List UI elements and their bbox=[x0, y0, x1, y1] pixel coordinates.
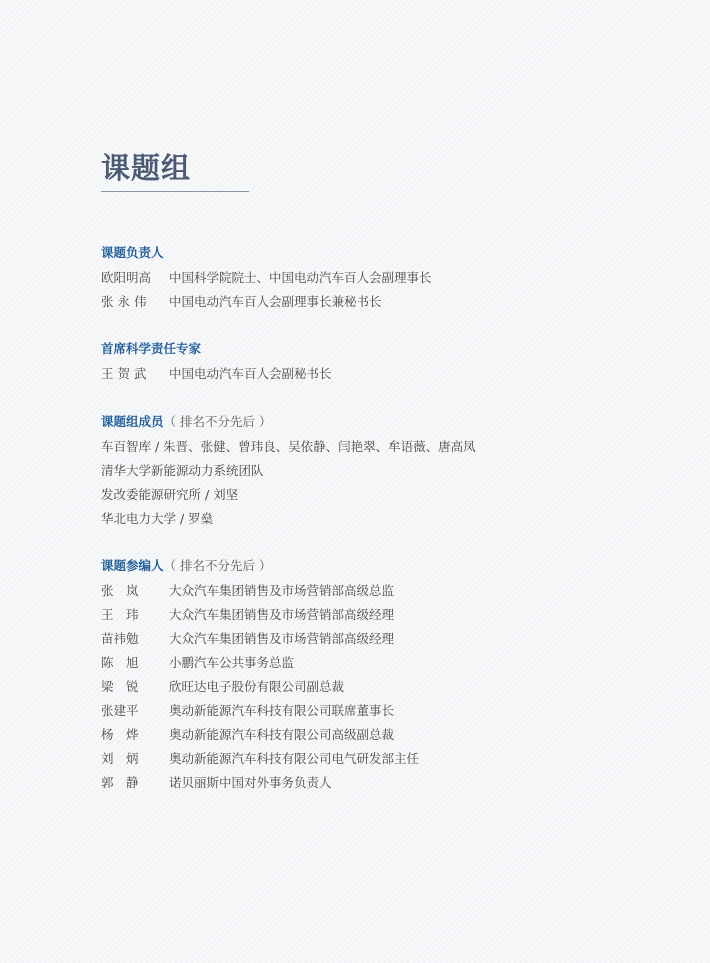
section-chief-expert bbox=[101, 338, 661, 386]
participant-row bbox=[101, 627, 661, 651]
participant-row bbox=[101, 675, 661, 699]
participant-name: 梁 锐 bbox=[101, 679, 139, 694]
team-line bbox=[101, 435, 661, 459]
participant-name: 张建平 bbox=[101, 703, 139, 718]
participant-role: 大众汽车集团销售及市场营销部高级经理 bbox=[169, 631, 395, 646]
participant-role: 诺贝丽斯中国对外事务负责人 bbox=[169, 775, 332, 790]
participant-name: 苗祎勉 bbox=[101, 631, 139, 646]
participant-role: 奥动新能源汽车科技有限公司高级副总裁 bbox=[169, 727, 395, 742]
participant-role: 小鹏汽车公共事务总监 bbox=[169, 655, 295, 670]
team-line bbox=[101, 483, 661, 507]
participant-role: 奥动新能源汽车科技有限公司电气研发部主任 bbox=[169, 751, 420, 766]
participant-row bbox=[101, 699, 661, 723]
team-line bbox=[101, 507, 661, 531]
participant-row bbox=[101, 603, 661, 627]
team-line-text: 清华大学新能源动力系统团队 bbox=[101, 463, 264, 478]
participant-name: 王 玮 bbox=[101, 607, 139, 622]
section-participants bbox=[101, 555, 661, 795]
member-role: 中国电动汽车百人会副秘书长 bbox=[169, 366, 332, 381]
section-heading-team-members bbox=[101, 411, 661, 435]
participant-row bbox=[101, 771, 661, 795]
team-line-text: 发改委能源研究所 / 刘坚 bbox=[101, 487, 239, 502]
heading-note: （ 排名不分先后 ） bbox=[163, 558, 272, 573]
page-title: 课题组 bbox=[101, 151, 192, 185]
participant-role: 奥动新能源汽车科技有限公司联席董事长 bbox=[169, 703, 395, 718]
heading-label: 课题组成员 bbox=[101, 414, 164, 429]
member-row bbox=[101, 266, 661, 290]
participant-role: 大众汽车集团销售及市场营销部高级经理 bbox=[169, 607, 395, 622]
heading-label: 首席科学责任专家 bbox=[101, 341, 202, 356]
participant-name: 张 岚 bbox=[101, 583, 139, 598]
member-row bbox=[101, 362, 661, 386]
participant-row bbox=[101, 579, 661, 603]
section-leaders bbox=[101, 242, 661, 314]
member-role: 中国电动汽车百人会副理事长兼秘书长 bbox=[169, 294, 382, 309]
team-line-text: 华北电力大学 / 罗燊 bbox=[101, 511, 214, 526]
participant-name: 杨 烨 bbox=[101, 727, 139, 742]
participant-row bbox=[101, 723, 661, 747]
participant-role: 大众汽车集团销售及市场营销部高级总监 bbox=[169, 583, 395, 598]
participant-name: 刘 炳 bbox=[101, 751, 139, 766]
heading-label: 课题负责人 bbox=[101, 245, 164, 260]
heading-note: （ 排名不分先后 ） bbox=[163, 414, 272, 429]
section-team-members bbox=[101, 411, 661, 531]
participant-row bbox=[101, 747, 661, 771]
participant-role: 欣旺达电子股份有限公司副总裁 bbox=[169, 679, 345, 694]
member-name: 王 贺 武 bbox=[101, 366, 147, 381]
participant-name: 郭 静 bbox=[101, 775, 139, 790]
title-divider bbox=[101, 191, 249, 192]
section-heading-chief-expert bbox=[101, 338, 661, 362]
section-heading-leaders bbox=[101, 242, 661, 266]
participant-row bbox=[101, 651, 661, 675]
team-line bbox=[101, 459, 661, 483]
member-name: 欧阳明高 bbox=[101, 270, 152, 285]
section-heading-participants bbox=[101, 555, 661, 579]
team-line-text: 车百智库 / 朱晋、张健、曾玮良、吴依静、闫艳翠、牟语薇、唐高凤 bbox=[101, 439, 476, 454]
heading-label: 课题参编人 bbox=[101, 558, 164, 573]
member-role: 中国科学院院士、中国电动汽车百人会副理事长 bbox=[169, 270, 432, 285]
member-row bbox=[101, 290, 661, 314]
participant-name: 陈 旭 bbox=[101, 655, 139, 670]
member-name: 张 永 伟 bbox=[101, 294, 147, 309]
